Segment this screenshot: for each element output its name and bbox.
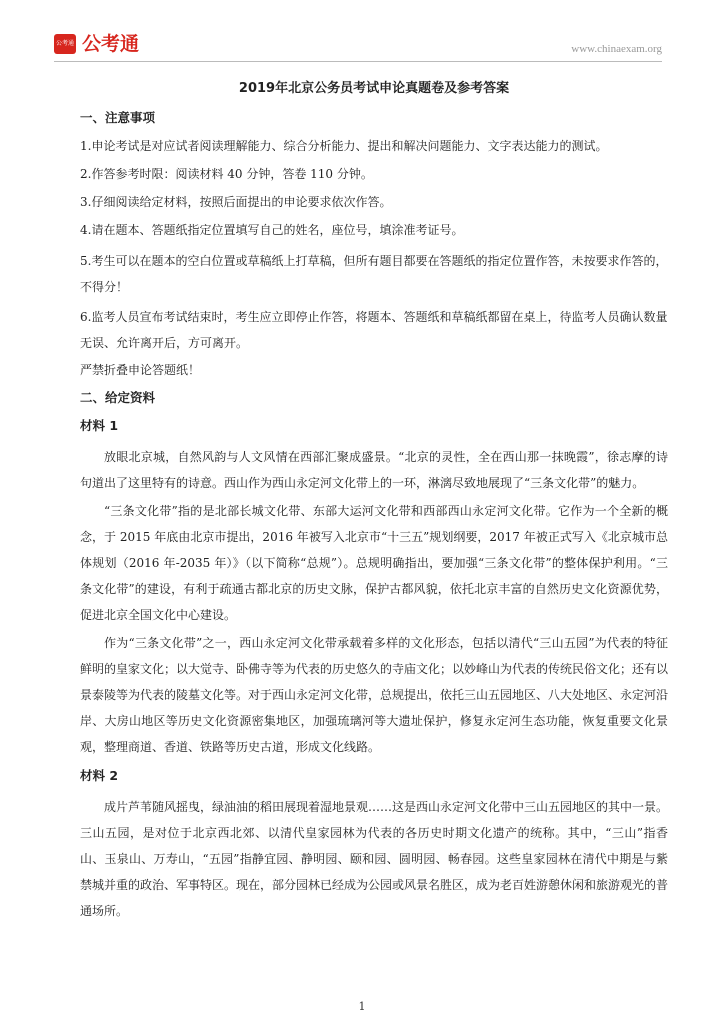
document-title: 2019年北京公务员考试申论真题卷及参考答案 <box>238 81 510 96</box>
material-2-heading: 材料 2 <box>80 768 119 783</box>
document-body <box>80 80 668 926</box>
material-1-paragraph: “三条文化带”指的是北部长城文化带、东部大运河文化带和西部西山永定河文化带。它作为一个全新的概念，于 2015 年底由北京市提出，2016 年被写入北京市“十三五”规划纲要，2017 年被正式写入《北京城市总体规划（2016 年-2035 年）》（以下简称“总规”）。总规明确指出，要加强“三条文化带”的整体保护利用。“三条文化带”的建设，有利于疏通古都北京的历史文脉，保护古都风貌，依托北京丰富的自然历史文化资源优势，促进北京全国文化中心建设。 <box>80 504 668 622</box>
note-item: 6.监考人员宣布考试结束时，考生应立即停止作答，将题本、答题纸和草稿纸都留在桌上，待监考人员确认数量无误、允许离开后，方可离开。 <box>80 310 668 350</box>
warning-notice: 严禁折叠申论答题纸！ <box>80 363 201 377</box>
logo-text: 公考通 <box>82 33 140 55</box>
header-divider <box>54 61 662 62</box>
material-1-paragraph: 作为“三条文化带”之一，西山永定河文化带承载着多样的文化形态，包括以清代“三山五园”为代表的特征鲜明的皇家文化；以大觉寺、卧佛寺等为代表的历史悠久的寺庙文化；以妙峰山为代表的传统民俗文化；还有以景泰陵等为代表的陵墓文化等。对于西山永定河文化带，总规提出，依托三山五园地区、八大处地区、永定河沿岸、大房山地区等历史文化资源密集地区，加强琉璃河等大遗址保护，修复永定河生态功能，恢复重要文化景观，整理商道、香道、铁路等历史古道，形成文化线路。 <box>80 636 669 754</box>
note-item: 4.请在题本、答题纸指定位置填写自己的姓名，座位号，填涂准考证号。 <box>80 223 464 237</box>
note-item: 2.作答参考时限：阅读材料 40 分钟，答卷 110 分钟。 <box>80 167 373 181</box>
note-item: 1.申论考试是对应试者阅读理解能力、综合分析能力、提出和解决问题能力、文字表达能力的测试。 <box>80 139 608 153</box>
material-1-paragraph: 放眼北京城，自然风韵与人文风情在西部汇聚成盛景。“北京的灵性，全在西山那一抹晚霞”，徐志摩的诗句道出了这里特有的诗意。西山作为西山永定河文化带上的一环，淋漓尽致地展现了“三条文化带”的魅力。 <box>80 450 668 490</box>
page-number: 1 <box>358 1000 366 1013</box>
note-item: 5.考生可以在题本的空白位置或草稿纸上打草稿，但所有题目都要在答题纸的指定位置作答，未按要求作答的，不得分！ <box>80 254 668 294</box>
material-2-paragraph: 成片芦苇随风摇曳，绿油油的稻田展现着湿地景观……这是西山永定河文化带中三山五园地区的其中一景。三山五园，是对位于北京西北郊、以清代皇家园林为代表的各历史时期文化遗产的统称。其中，“三山”指香山、玉泉山、万寿山，“五园”指静宜园、静明园、颐和园、圆明园、畅春园。这些皇家园林在清代中期是与紫禁城并重的政治、军事特区。现在，部分园林已经成为公园或风景名胜区，成为老百姓游憩休闲和旅游观光的普通场所。 <box>80 800 669 918</box>
note-item: 3.仔细阅读给定材料，按照后面提出的申论要求依次作答。 <box>80 195 392 209</box>
section-heading-materials: 二、给定资料 <box>80 390 156 405</box>
logo-icon: 公考通 <box>54 34 76 54</box>
material-1-heading: 材料 1 <box>80 418 119 433</box>
page-header <box>54 32 662 60</box>
section-heading-notes: 一、注意事项 <box>80 110 156 125</box>
site-url: www.chinaexam.org <box>571 43 662 55</box>
